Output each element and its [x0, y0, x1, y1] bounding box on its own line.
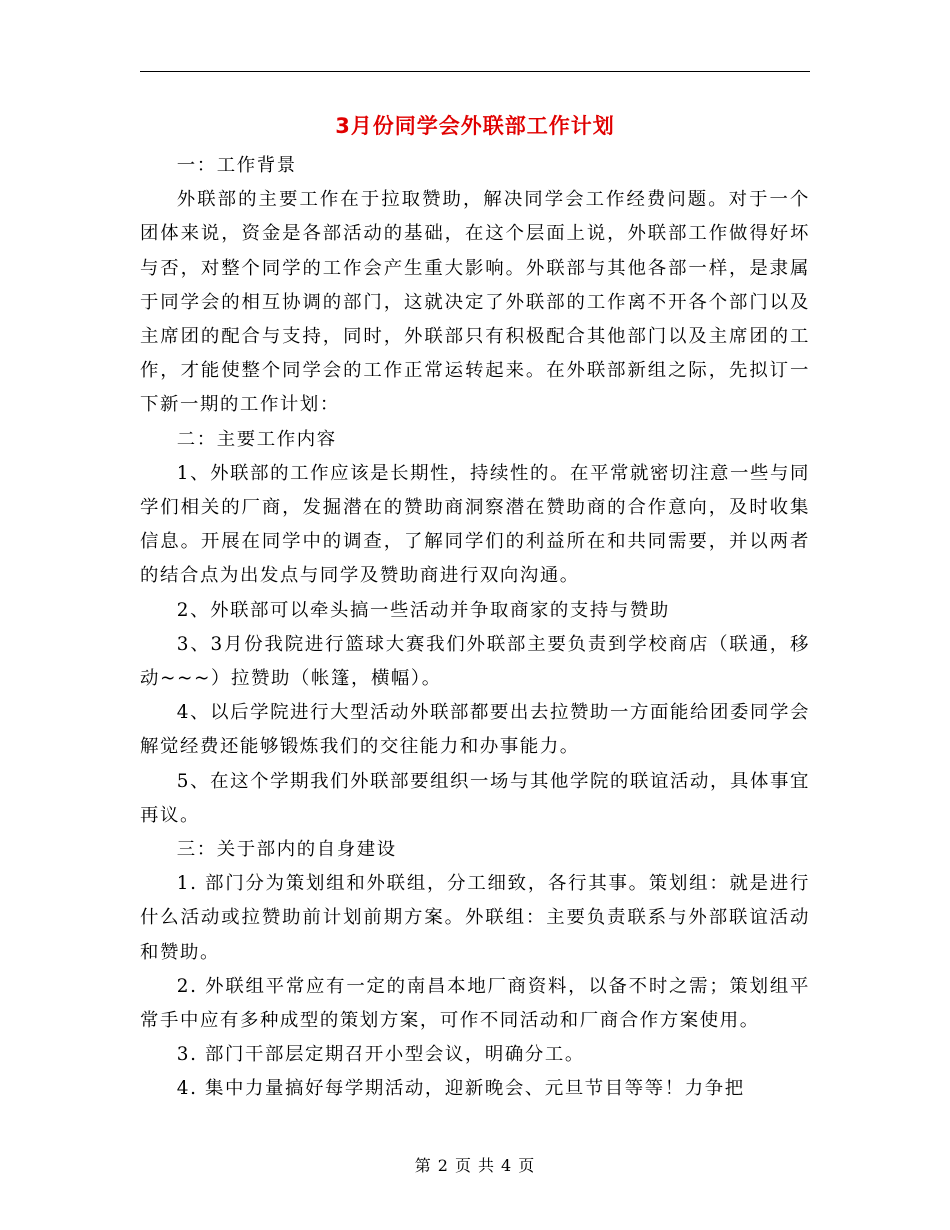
footer-suffix: 页: [518, 1156, 536, 1175]
paragraph-building-1: 1. 部门分为策划组和外联组，分工细致，各行其事。策划组：就是进行什么活动或拉赞助前计划前期方案。外联组：主要负责联系与外部联谊活动和赞助。: [140, 873, 810, 963]
section-heading-background: 一：工作背景: [176, 155, 297, 176]
footer-prefix: 第: [414, 1156, 432, 1175]
paragraph-item-2: 2、外联部可以牵头搞一些活动并争取商家的支持与赞助: [176, 599, 670, 621]
header-rule: [140, 71, 810, 72]
section-heading-internal-building: 三：关于部内的自身建设: [176, 839, 397, 861]
section-heading-main-work: 二：主要工作内容: [176, 428, 337, 450]
paragraph-building-4: 4. 集中力量搞好每学期活动，迎新晚会、元旦节目等等！力争把: [176, 1078, 745, 1100]
paragraph-item-4: 4、以后学院进行大型活动外联部都要出去拉赞助一方面能给团委同学会解觉经费还能够锻炼我们的交往能力和办事能力。: [140, 702, 810, 758]
paragraph-item-1: 1、外联部的工作应该是长期性，持续性的。在平常就密切注意一些与同学们相关的厂商，发掘潜在的赞助商洞察潜在赞助商的合作意向，及时收集信息。开展在同学中的调查，了解同学们的利益所在和共同需要，并以两者的结合点为出发点与同学及赞助商进行双向沟通。: [140, 462, 810, 587]
paragraph-item-3: 3、3月份我院进行篮球大赛我们外联部主要负责到学校商店（联通，移动~~~）拉赞助（帐篷，横幅）。: [140, 633, 810, 690]
paragraph-background: 外联部的主要工作在于拉取赞助，解决同学会工作经费问题。对于一个团体来说，资金是各部活动的基础，在这个层面上说，外联部工作做得好坏与否，对整个同学的工作会产生重大影响。外联部与其他各部一样，是隶属于同学会的相互协调的部门，这就决定了外联部的工作离不开各个部门以及主席团的配合与支持，同时，外联部只有积极配合其他部门以及主席团的工作，才能使整个同学会的工作正常运转起来。在外联部新组之际，先拟订一下新一期的工作计划：: [140, 189, 810, 416]
paragraph-building-2: 2. 外联组平常应有一定的南昌本地厂商资料，以备不时之需；策划组平常手中应有多种成型的策划方案，可作不同活动和厂商合作方案使用。: [140, 975, 810, 1032]
footer-mid: 页 共: [454, 1156, 496, 1175]
document-body: [140, 149, 810, 1107]
document-title: 3月份同学会外联部工作计划: [335, 114, 615, 138]
footer-current-page: 2: [437, 1156, 449, 1175]
page-footer: [0, 1153, 950, 1176]
footer-total-pages: 4: [501, 1156, 513, 1175]
paragraph-item-5: 5、在这个学期我们外联部要组织一场与其他学院的联谊活动，具体事宜再议。: [140, 770, 810, 826]
paragraph-building-3: 3. 部门干部层定期召开小型会议，明确分工。: [176, 1044, 585, 1066]
